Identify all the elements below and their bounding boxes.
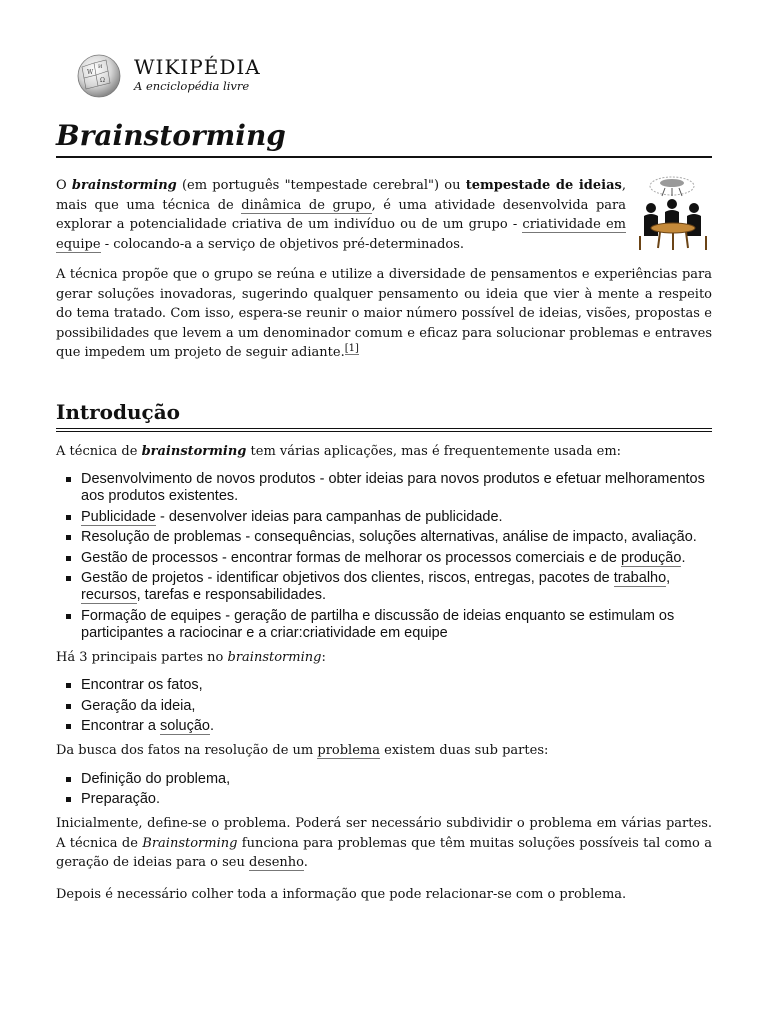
- text: Geração da ideia,: [81, 697, 196, 714]
- text: :: [321, 649, 326, 665]
- list-item: [56, 550, 712, 567]
- link-trabalho[interactable]: trabalho: [613, 570, 667, 586]
- wikipedia-tagline: A enciclopédia livre: [134, 79, 250, 93]
- parts-list: [56, 677, 712, 735]
- link-desenho[interactable]: desenho: [249, 855, 304, 870]
- page-title: Brainstorming: [56, 118, 712, 158]
- final-paragraph: Depois é necessário colher toda a informação que pode relacionar-se com o problema.: [56, 886, 627, 902]
- text: .: [303, 855, 308, 870]
- list-item: [56, 677, 712, 694]
- wikipedia-logo[interactable]: [74, 53, 264, 99]
- text: , tarefas e responsabilidades.: [136, 587, 327, 603]
- people-brainstorming-illustration-icon: [632, 174, 712, 254]
- text: Gestão de projetos - identificar objetivos dos clientes, riscos, entregas, pacotes de: [81, 570, 614, 586]
- text: Há 3 principais partes no: [56, 649, 228, 665]
- list-item: [56, 509, 712, 526]
- text: Formação de equipes - geração de partilha e discussão de ideias enquanto se estimulam os participantes a raciocinar e a criar:criatividade em equipe: [81, 607, 675, 641]
- text: Desenvolvimento de novos produtos - obter ideias para novos produtos e efetuar melhoramentos aos produtos existentes.: [81, 471, 705, 504]
- italic-term-brainstorming: Brainstorming: [142, 835, 238, 851]
- svg-text:И: И: [98, 64, 103, 70]
- text: Da busca dos fatos na resolução de um: [56, 743, 318, 758]
- text: funciona para problemas que têm muitas soluções possíveis tal como a geração de ideias para o seu: [56, 835, 712, 870]
- wikipedia-puzzle-globe-icon: [74, 53, 124, 99]
- uses-list: [56, 471, 712, 642]
- list-item: [56, 718, 712, 735]
- link-problema[interactable]: problema: [317, 743, 380, 758]
- text: Definição do problema,: [81, 770, 231, 787]
- subparts-list: [56, 771, 712, 809]
- link-dinamica-de-grupo[interactable]: dinâmica de grupo: [241, 197, 372, 213]
- text: , mais que uma técnica de: [56, 178, 626, 213]
- text: Encontrar a: [81, 718, 160, 734]
- bold-term-tempestade: tempestade de ideias: [465, 178, 622, 193]
- text: O: [56, 178, 72, 193]
- text: (em português "tempestade cerebral") ou: [176, 178, 466, 193]
- italic-term-brainstorming: brainstorming: [227, 649, 322, 665]
- text: Gestão de processos - encontrar formas de melhorar os processos comerciais e de: [81, 549, 621, 566]
- text: , é uma atividade desenvolvida para explorar a potencialidade criativa de um indivíduo ou de um grupo -: [56, 197, 626, 232]
- lead-paragraph: [56, 176, 626, 254]
- text: ,: [666, 570, 671, 586]
- facts-paragraph: [56, 741, 712, 761]
- section-heading-introducao: Introdução: [56, 399, 712, 432]
- bold-term-brainstorming: brainstorming: [71, 178, 177, 193]
- link-solucao[interactable]: solução: [160, 718, 210, 734]
- text: - colocando-a a serviço de objetivos pré-determinados.: [100, 236, 465, 252]
- intro-paragraph: [56, 442, 712, 462]
- text: Resolução de problemas - consequências, soluções alternativas, análise de impacto, avaliação.: [81, 529, 697, 545]
- wikipedia-wordmark: WIKIPÉDIA: [134, 55, 261, 79]
- text: A técnica de: [56, 443, 142, 459]
- list-item: [56, 471, 712, 505]
- list-item: [56, 771, 712, 788]
- list-item: [56, 570, 712, 604]
- lead-paragraph-2: [56, 265, 712, 363]
- text: .: [681, 549, 686, 566]
- parts-paragraph: [56, 648, 712, 668]
- text: A técnica propõe que o grupo se reúna e utilize a diversidade de pensamentos e experiências para gerar soluções inovadoras, sugerindo qualquer pensamento ou ideia que vier à mente a respeito do tema tratado. Com isso, espera-se reunir o maior número possível de ideias, visões, propostas e possibilidades que levem a um denominador comum e eficaz para solucionar problemas e entraves que impedem um projeto de seguir adiante.: [56, 267, 712, 360]
- svg-text:Ω: Ω: [100, 77, 105, 84]
- svg-text:W: W: [87, 69, 94, 76]
- text: tem várias aplicações, mas é frequentemente usada em:: [246, 443, 622, 459]
- list-item: [56, 791, 712, 808]
- text: .: [209, 718, 215, 734]
- link-recursos[interactable]: recursos: [81, 587, 137, 603]
- link-producao[interactable]: produção: [620, 549, 682, 566]
- bold-term-brainstorming: brainstorming: [141, 443, 247, 459]
- list-item: [56, 698, 712, 715]
- link-publicidade[interactable]: Publicidade: [81, 508, 156, 525]
- article-content: [56, 118, 712, 904]
- list-item: [56, 608, 712, 642]
- reference-link-1[interactable]: [1]: [344, 342, 359, 354]
- text: Preparação.: [81, 791, 160, 807]
- lead-section: [56, 176, 712, 254]
- text: - desenvolver ideias para campanhas de publicidade.: [155, 508, 503, 525]
- text: existem duas sub partes:: [380, 743, 549, 758]
- link-criatividade-em-equipe[interactable]: criatividade em equipe: [56, 217, 626, 252]
- text: Inicialmente, define-se o problema. Poderá ser necessário subdividir o problema em várias partes. A técnica de: [56, 816, 712, 851]
- list-item: [56, 529, 712, 546]
- text: Encontrar os fatos,: [81, 677, 203, 693]
- definition-paragraph: [56, 814, 712, 873]
